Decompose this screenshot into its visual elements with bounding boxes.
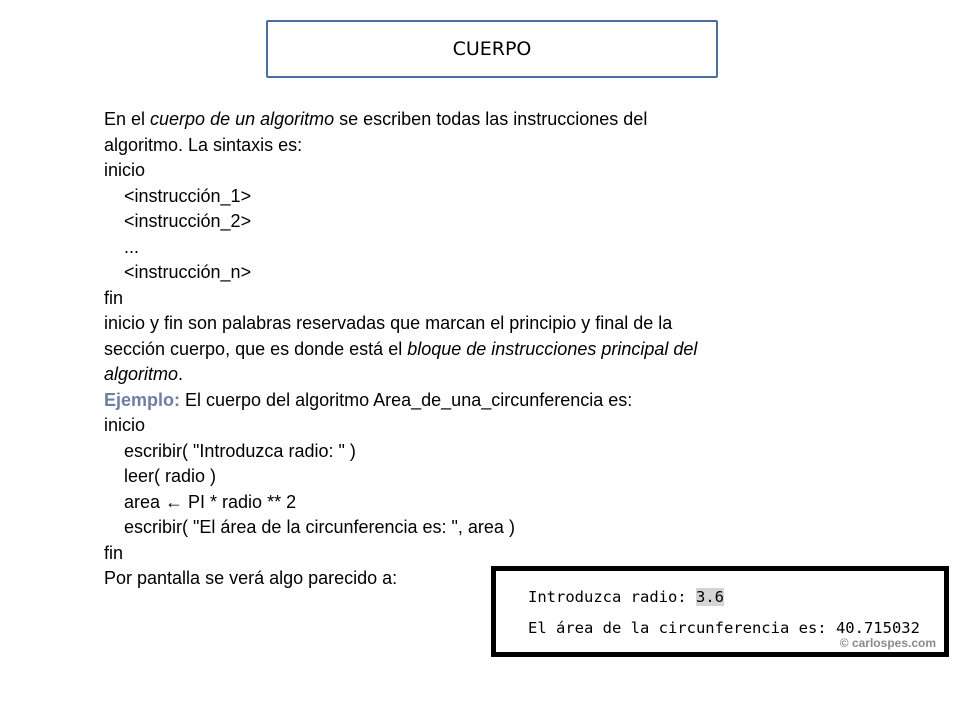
- slide-title-box: [266, 20, 718, 78]
- syntax-ellipsis: ...: [124, 236, 140, 257]
- slide-body: [104, 107, 824, 592]
- paragraph-line: inicio y fin son palabras reservadas que marcan el principio y final de la: [104, 313, 673, 333]
- emphasis-text: algoritmo: [104, 364, 179, 384]
- slide-title: CUERPO: [452, 38, 532, 60]
- example-line: Ejemplo: El cuerpo del algoritmo Area_de_una_circunferencia es:: [104, 389, 633, 410]
- code-line: leer( radio ): [124, 466, 217, 486]
- paragraph-line: En el cuerpo de un algoritmo se escriben todas las instrucciones del: [104, 109, 648, 129]
- syntax-instruction: <instrucción_n>: [124, 262, 252, 282]
- code-line: escribir( "Introduzca radio: " ): [124, 440, 356, 461]
- syntax-instruction: <instrucción_2>: [124, 211, 252, 231]
- example-label: Ejemplo:: [104, 389, 181, 410]
- copyright-watermark: © carlospes.com: [839, 636, 936, 650]
- console-output-screenshot: [491, 566, 949, 657]
- syntax-end: fin: [104, 287, 124, 308]
- syntax-instruction: <instrucción_1>: [124, 185, 252, 206]
- emphasis-text: bloque de instrucciones principal del: [407, 338, 698, 359]
- console-user-input: 3.6: [695, 588, 724, 606]
- console-line: Introduzca radio: 3.6: [528, 588, 724, 606]
- emphasis-text: cuerpo de un algoritmo: [150, 109, 335, 129]
- output-intro: Por pantalla se verá algo parecido a:: [104, 568, 398, 588]
- console-line: El área de la circunferencia es: 40.715032: [528, 619, 920, 637]
- paragraph-line: algoritmo.: [104, 364, 184, 384]
- code-end: fin: [104, 542, 124, 563]
- paragraph-line: sección cuerpo, que es donde está el bloque de instrucciones principal del: [104, 338, 698, 359]
- code-line: area ← PI * radio ** 2: [124, 491, 297, 512]
- code-start: inicio: [104, 415, 146, 435]
- code-line: escribir( "El área de la circunferencia es: ", area ): [124, 517, 515, 537]
- paragraph-line: algoritmo. La sintaxis es:: [104, 134, 303, 155]
- syntax-start: inicio: [104, 160, 146, 180]
